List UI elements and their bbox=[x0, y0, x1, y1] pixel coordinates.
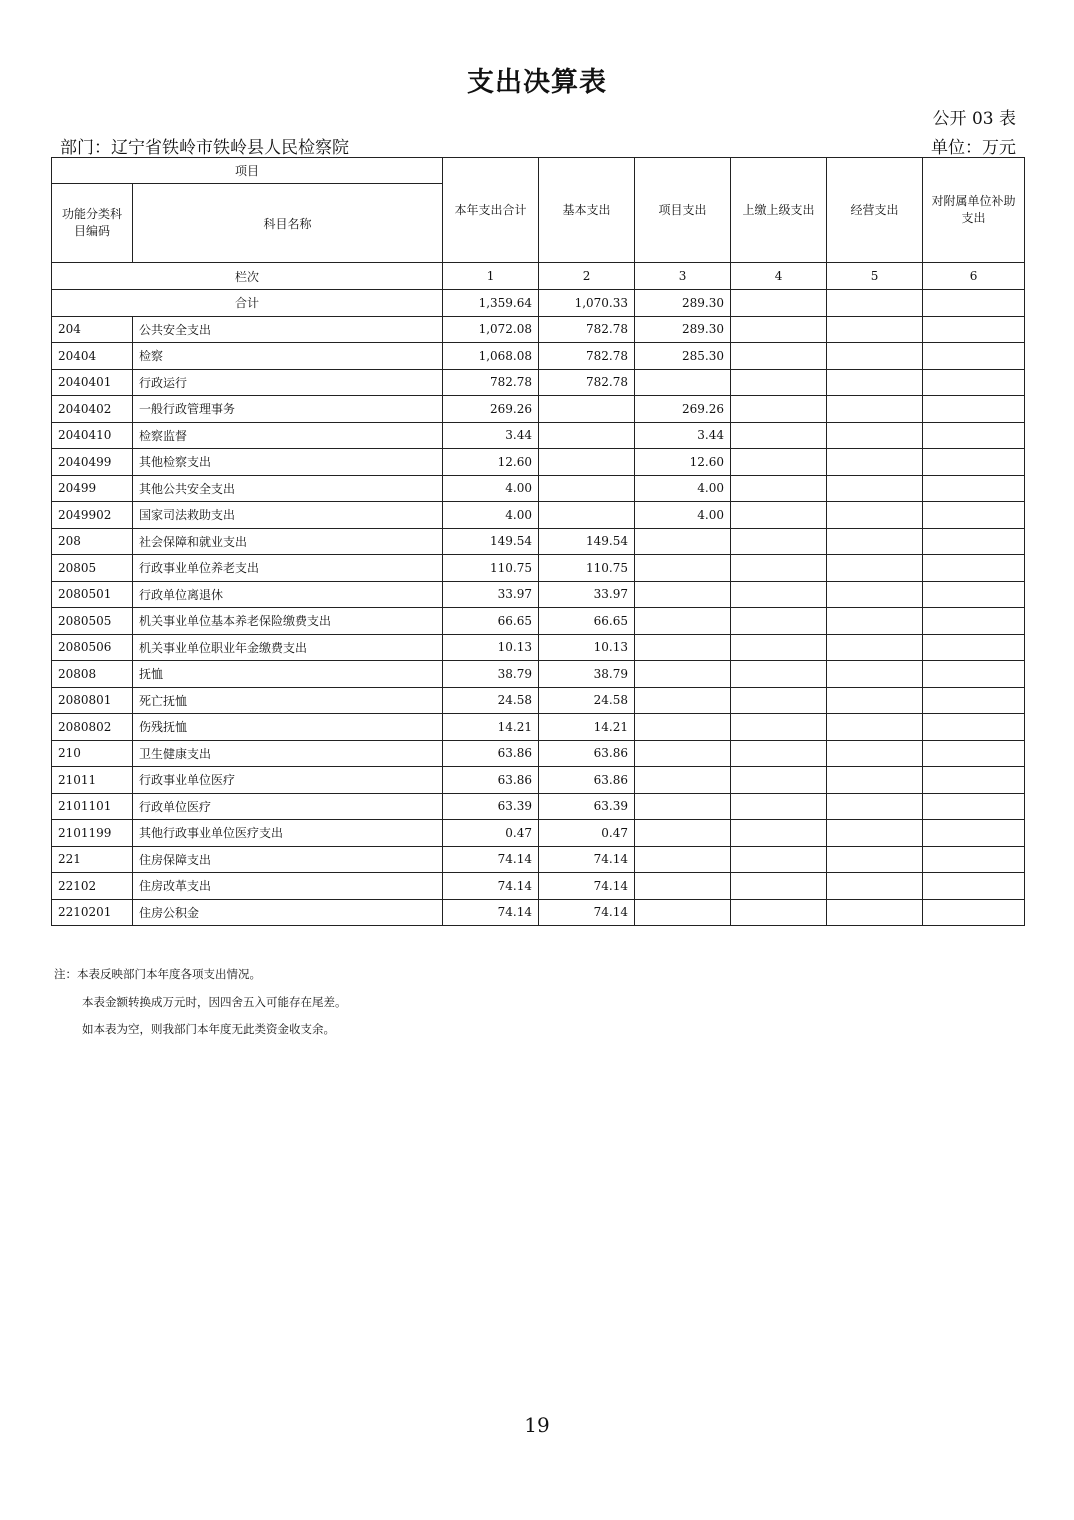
row-business bbox=[827, 687, 923, 714]
row-upper bbox=[731, 767, 827, 794]
row-subsidy bbox=[923, 475, 1025, 502]
sum-label: 合计 bbox=[52, 290, 443, 317]
row-total: 63.86 bbox=[443, 767, 539, 794]
header-project-expense: 项目支出 bbox=[635, 158, 731, 263]
row-total: 4.00 bbox=[443, 502, 539, 529]
row-project: 4.00 bbox=[635, 475, 731, 502]
row-business bbox=[827, 475, 923, 502]
row-upper bbox=[731, 608, 827, 635]
sum-business bbox=[827, 290, 923, 317]
row-business bbox=[827, 449, 923, 476]
row-upper bbox=[731, 714, 827, 741]
table-row bbox=[52, 899, 1025, 926]
row-total: 63.86 bbox=[443, 740, 539, 767]
page-title: 支出决算表 bbox=[467, 67, 607, 98]
sum-total: 1,359.64 bbox=[443, 290, 539, 317]
row-business bbox=[827, 343, 923, 370]
column-index-1: 1 bbox=[443, 263, 539, 290]
row-business bbox=[827, 899, 923, 926]
row-upper bbox=[731, 687, 827, 714]
row-project bbox=[635, 608, 731, 635]
row-business bbox=[827, 873, 923, 900]
row-name: 行政单位医疗 bbox=[133, 793, 443, 820]
row-project: 4.00 bbox=[635, 502, 731, 529]
header-subsidy: 对附属单位补助支出 bbox=[923, 158, 1025, 263]
row-upper bbox=[731, 740, 827, 767]
row-basic bbox=[539, 502, 635, 529]
row-project bbox=[635, 581, 731, 608]
row-business bbox=[827, 369, 923, 396]
row-total: 3.44 bbox=[443, 422, 539, 449]
sum-row bbox=[52, 290, 1025, 317]
table-row bbox=[52, 316, 1025, 343]
table-row bbox=[52, 793, 1025, 820]
row-project bbox=[635, 820, 731, 847]
row-basic: 149.54 bbox=[539, 528, 635, 555]
row-name: 机关事业单位职业年金缴费支出 bbox=[133, 634, 443, 661]
row-total: 66.65 bbox=[443, 608, 539, 635]
table-row bbox=[52, 846, 1025, 873]
table-row bbox=[52, 528, 1025, 555]
row-code: 2101101 bbox=[52, 793, 133, 820]
table-row bbox=[52, 422, 1025, 449]
header-code: 功能分类科目编码 bbox=[52, 184, 133, 263]
row-upper bbox=[731, 661, 827, 688]
table-row bbox=[52, 555, 1025, 582]
table-row bbox=[52, 608, 1025, 635]
row-business bbox=[827, 820, 923, 847]
header-upper: 上缴上级支出 bbox=[731, 158, 827, 263]
row-code: 20808 bbox=[52, 661, 133, 688]
row-business bbox=[827, 422, 923, 449]
row-name: 住房公积金 bbox=[133, 899, 443, 926]
row-basic: 0.47 bbox=[539, 820, 635, 847]
row-project: 12.60 bbox=[635, 449, 731, 476]
row-basic bbox=[539, 422, 635, 449]
column-index-6: 6 bbox=[923, 263, 1025, 290]
row-project bbox=[635, 687, 731, 714]
row-project bbox=[635, 793, 731, 820]
row-subsidy bbox=[923, 740, 1025, 767]
row-upper bbox=[731, 528, 827, 555]
row-basic: 74.14 bbox=[539, 846, 635, 873]
row-name: 伤残抚恤 bbox=[133, 714, 443, 741]
row-code: 20404 bbox=[52, 343, 133, 370]
row-project: 3.44 bbox=[635, 422, 731, 449]
row-basic: 782.78 bbox=[539, 369, 635, 396]
row-name: 国家司法救助支出 bbox=[133, 502, 443, 529]
row-total: 110.75 bbox=[443, 555, 539, 582]
row-basic: 74.14 bbox=[539, 899, 635, 926]
row-total: 74.14 bbox=[443, 846, 539, 873]
row-business bbox=[827, 767, 923, 794]
row-project bbox=[635, 555, 731, 582]
row-name: 抚恤 bbox=[133, 661, 443, 688]
row-basic: 14.21 bbox=[539, 714, 635, 741]
row-subsidy bbox=[923, 555, 1025, 582]
row-upper bbox=[731, 793, 827, 820]
column-index-2: 2 bbox=[539, 263, 635, 290]
row-code: 20805 bbox=[52, 555, 133, 582]
row-subsidy bbox=[923, 422, 1025, 449]
row-code: 2101199 bbox=[52, 820, 133, 847]
row-total: 269.26 bbox=[443, 396, 539, 423]
table-row bbox=[52, 581, 1025, 608]
table-row bbox=[52, 873, 1025, 900]
row-name: 检察监督 bbox=[133, 422, 443, 449]
row-total: 10.13 bbox=[443, 634, 539, 661]
row-upper bbox=[731, 369, 827, 396]
row-basic: 110.75 bbox=[539, 555, 635, 582]
header-business: 经营支出 bbox=[827, 158, 923, 263]
row-subsidy bbox=[923, 528, 1025, 555]
row-total: 14.21 bbox=[443, 714, 539, 741]
row-code: 2040499 bbox=[52, 449, 133, 476]
row-name: 一般行政管理事务 bbox=[133, 396, 443, 423]
row-name: 行政事业单位养老支出 bbox=[133, 555, 443, 582]
row-project bbox=[635, 634, 731, 661]
row-basic: 24.58 bbox=[539, 687, 635, 714]
row-project bbox=[635, 714, 731, 741]
note-line: 本表金额转换成万元时，因四舍五入可能存在尾差。 bbox=[82, 994, 347, 1009]
row-upper bbox=[731, 846, 827, 873]
row-total: 1,068.08 bbox=[443, 343, 539, 370]
row-business bbox=[827, 581, 923, 608]
row-basic bbox=[539, 475, 635, 502]
row-name: 其他行政事业单位医疗支出 bbox=[133, 820, 443, 847]
header-total: 本年支出合计 bbox=[443, 158, 539, 263]
table-row bbox=[52, 369, 1025, 396]
row-business bbox=[827, 714, 923, 741]
row-total: 24.58 bbox=[443, 687, 539, 714]
row-project bbox=[635, 661, 731, 688]
row-upper bbox=[731, 449, 827, 476]
sum-subsidy bbox=[923, 290, 1025, 317]
row-upper bbox=[731, 899, 827, 926]
row-basic: 33.97 bbox=[539, 581, 635, 608]
row-code: 2080801 bbox=[52, 687, 133, 714]
row-project bbox=[635, 740, 731, 767]
row-total: 4.00 bbox=[443, 475, 539, 502]
column-index-5: 5 bbox=[827, 263, 923, 290]
row-code: 2049902 bbox=[52, 502, 133, 529]
row-subsidy bbox=[923, 369, 1025, 396]
table-row bbox=[52, 687, 1025, 714]
row-business bbox=[827, 740, 923, 767]
row-project bbox=[635, 369, 731, 396]
row-code: 20499 bbox=[52, 475, 133, 502]
table-row bbox=[52, 502, 1025, 529]
row-project: 285.30 bbox=[635, 343, 731, 370]
row-name: 住房保障支出 bbox=[133, 846, 443, 873]
row-total: 782.78 bbox=[443, 369, 539, 396]
row-subsidy bbox=[923, 714, 1025, 741]
table-row bbox=[52, 767, 1025, 794]
row-code: 2080802 bbox=[52, 714, 133, 741]
row-subsidy bbox=[923, 396, 1025, 423]
row-project bbox=[635, 873, 731, 900]
row-name: 行政事业单位医疗 bbox=[133, 767, 443, 794]
row-basic: 74.14 bbox=[539, 873, 635, 900]
row-basic: 63.86 bbox=[539, 767, 635, 794]
row-subsidy bbox=[923, 449, 1025, 476]
row-name: 住房改革支出 bbox=[133, 873, 443, 900]
header-basic: 基本支出 bbox=[539, 158, 635, 263]
row-business bbox=[827, 528, 923, 555]
row-code: 21011 bbox=[52, 767, 133, 794]
row-total: 0.47 bbox=[443, 820, 539, 847]
sum-project: 289.30 bbox=[635, 290, 731, 317]
row-total: 63.39 bbox=[443, 793, 539, 820]
row-total: 74.14 bbox=[443, 873, 539, 900]
table-row bbox=[52, 475, 1025, 502]
unit-label: 单位：万元 bbox=[931, 138, 1016, 158]
sum-upper bbox=[731, 290, 827, 317]
row-code: 221 bbox=[52, 846, 133, 873]
row-project bbox=[635, 528, 731, 555]
row-total: 74.14 bbox=[443, 899, 539, 926]
row-code: 2080501 bbox=[52, 581, 133, 608]
row-upper bbox=[731, 555, 827, 582]
row-total: 33.97 bbox=[443, 581, 539, 608]
row-basic: 63.86 bbox=[539, 740, 635, 767]
row-basic bbox=[539, 396, 635, 423]
row-name: 社会保障和就业支出 bbox=[133, 528, 443, 555]
row-upper bbox=[731, 343, 827, 370]
row-business bbox=[827, 846, 923, 873]
row-code: 2040402 bbox=[52, 396, 133, 423]
row-business bbox=[827, 608, 923, 635]
row-business bbox=[827, 396, 923, 423]
department-label: 部门：辽宁省铁岭市铁岭县人民检察院 bbox=[60, 138, 349, 158]
row-basic: 66.65 bbox=[539, 608, 635, 635]
row-subsidy bbox=[923, 767, 1025, 794]
column-index-4: 4 bbox=[731, 263, 827, 290]
row-business bbox=[827, 661, 923, 688]
row-name: 其他公共安全支出 bbox=[133, 475, 443, 502]
header-project: 项目 bbox=[52, 158, 443, 184]
row-upper bbox=[731, 634, 827, 661]
column-index-3: 3 bbox=[635, 263, 731, 290]
row-subsidy bbox=[923, 581, 1025, 608]
row-name: 公共安全支出 bbox=[133, 316, 443, 343]
row-project: 269.26 bbox=[635, 396, 731, 423]
note-line: 注：本表反映部门本年度各项支出情况。 bbox=[54, 967, 261, 981]
table-row bbox=[52, 449, 1025, 476]
row-business bbox=[827, 502, 923, 529]
table-row bbox=[52, 661, 1025, 688]
row-code: 2040401 bbox=[52, 369, 133, 396]
row-subsidy bbox=[923, 661, 1025, 688]
notes bbox=[54, 961, 347, 1044]
row-code: 210 bbox=[52, 740, 133, 767]
row-upper bbox=[731, 502, 827, 529]
expenditure-table bbox=[51, 157, 1025, 926]
row-name: 行政运行 bbox=[133, 369, 443, 396]
row-total: 38.79 bbox=[443, 661, 539, 688]
row-name: 死亡抚恤 bbox=[133, 687, 443, 714]
row-subsidy bbox=[923, 793, 1025, 820]
column-index-label: 栏次 bbox=[52, 263, 443, 290]
row-basic: 782.78 bbox=[539, 343, 635, 370]
row-basic bbox=[539, 449, 635, 476]
row-business bbox=[827, 793, 923, 820]
row-subsidy bbox=[923, 899, 1025, 926]
row-project bbox=[635, 899, 731, 926]
row-business bbox=[827, 634, 923, 661]
table-row bbox=[52, 634, 1025, 661]
row-subsidy bbox=[923, 502, 1025, 529]
row-code: 204 bbox=[52, 316, 133, 343]
row-subsidy bbox=[923, 687, 1025, 714]
row-project bbox=[635, 846, 731, 873]
row-basic: 782.78 bbox=[539, 316, 635, 343]
page-number: 19 bbox=[524, 1413, 550, 1437]
row-upper bbox=[731, 396, 827, 423]
table-row bbox=[52, 714, 1025, 741]
row-upper bbox=[731, 820, 827, 847]
row-code: 2040410 bbox=[52, 422, 133, 449]
table-row bbox=[52, 740, 1025, 767]
table-row bbox=[52, 343, 1025, 370]
row-upper bbox=[731, 581, 827, 608]
row-subsidy bbox=[923, 846, 1025, 873]
header-name: 科目名称 bbox=[133, 184, 443, 263]
table-id: 公开 03 表 bbox=[932, 109, 1016, 129]
sum-basic: 1,070.33 bbox=[539, 290, 635, 317]
row-code: 22102 bbox=[52, 873, 133, 900]
row-name: 行政单位离退休 bbox=[133, 581, 443, 608]
table-row bbox=[52, 396, 1025, 423]
row-code: 2080505 bbox=[52, 608, 133, 635]
row-subsidy bbox=[923, 316, 1025, 343]
row-subsidy bbox=[923, 873, 1025, 900]
row-upper bbox=[731, 873, 827, 900]
row-upper bbox=[731, 316, 827, 343]
row-project bbox=[635, 767, 731, 794]
row-upper bbox=[731, 422, 827, 449]
row-subsidy bbox=[923, 820, 1025, 847]
row-project: 289.30 bbox=[635, 316, 731, 343]
note-line: 如本表为空，则我部门本年度无此类资金收支余。 bbox=[82, 1022, 335, 1036]
row-name: 卫生健康支出 bbox=[133, 740, 443, 767]
row-subsidy bbox=[923, 634, 1025, 661]
row-basic: 38.79 bbox=[539, 661, 635, 688]
row-business bbox=[827, 316, 923, 343]
row-upper bbox=[731, 475, 827, 502]
row-subsidy bbox=[923, 343, 1025, 370]
row-code: 208 bbox=[52, 528, 133, 555]
row-subsidy bbox=[923, 608, 1025, 635]
row-basic: 63.39 bbox=[539, 793, 635, 820]
row-total: 1,072.08 bbox=[443, 316, 539, 343]
row-business bbox=[827, 555, 923, 582]
row-basic: 10.13 bbox=[539, 634, 635, 661]
table-row bbox=[52, 820, 1025, 847]
row-total: 12.60 bbox=[443, 449, 539, 476]
row-total: 149.54 bbox=[443, 528, 539, 555]
row-code: 2210201 bbox=[52, 899, 133, 926]
row-name: 其他检察支出 bbox=[133, 449, 443, 476]
row-name: 机关事业单位基本养老保险缴费支出 bbox=[133, 608, 443, 635]
row-code: 2080506 bbox=[52, 634, 133, 661]
row-name: 检察 bbox=[133, 343, 443, 370]
